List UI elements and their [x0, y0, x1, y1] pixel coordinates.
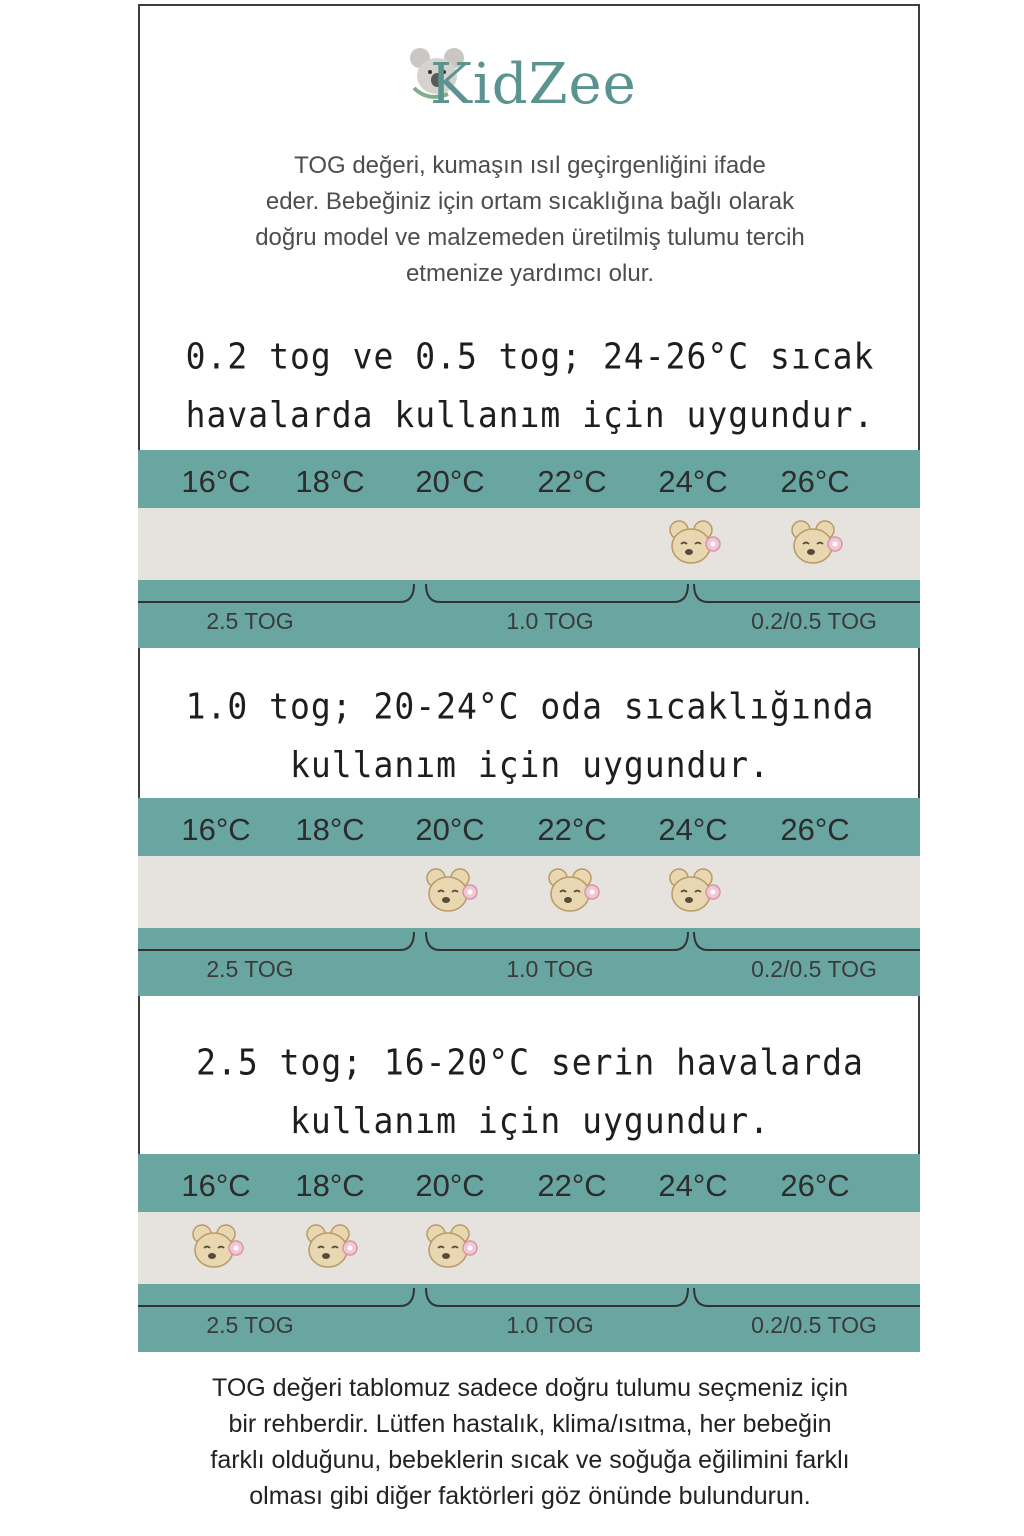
tog-range-label: 0.2/0.5 TOG: [751, 956, 877, 982]
section-heading-room: [160, 678, 900, 795]
heading-line: 1.0 tog; 20-24°C oda sıcaklığında: [185, 685, 875, 728]
intro-text: [160, 148, 900, 292]
intro-line: etmenize yardımcı olur.: [405, 260, 655, 287]
section-heading-warm: [160, 328, 900, 445]
tog-range-label: 0.2/0.5 TOG: [751, 1312, 877, 1338]
temperature-label: 26°C: [780, 1168, 850, 1203]
temperature-label: 18°C: [295, 812, 365, 847]
heading-line: 0.2 tog ve 0.5 tog; 24-26°C sıcak: [185, 335, 875, 378]
temperature-band-room: [138, 798, 920, 996]
footer-line: bir rehberdir. Lütfen hastalık, klima/ısıtma, her bebeğin: [228, 1410, 832, 1438]
bear-icon: [190, 1222, 248, 1272]
temperature-label: 20°C: [415, 812, 485, 847]
temperature-label: 26°C: [780, 812, 850, 847]
brand-logo: KidZee: [430, 52, 637, 117]
temperature-label: 20°C: [415, 1168, 485, 1203]
tog-range-scale: [138, 580, 920, 648]
intro-line: TOG değeri, kumaşın ısıl geçirgenliğini ifade: [294, 152, 766, 179]
temperature-label: 18°C: [295, 464, 365, 499]
tog-range-label: 0.2/0.5 TOG: [751, 608, 877, 634]
suitability-lane: [138, 856, 920, 928]
footer-line: TOG değeri tablomuz sadece doğru tulumu seçmeniz için: [212, 1374, 848, 1402]
temperature-scale: [138, 798, 920, 856]
bear-icon: [424, 866, 482, 916]
section-heading-cool: [160, 1034, 900, 1151]
temperature-label: 24°C: [658, 812, 728, 847]
tog-range-label: 2.5 TOG: [206, 956, 294, 982]
temperature-scale: [138, 450, 920, 508]
temperature-label: 26°C: [780, 464, 850, 499]
temperature-label: 24°C: [658, 1168, 728, 1203]
tog-range-label: 1.0 TOG: [506, 956, 594, 982]
temperature-label: 22°C: [537, 1168, 607, 1203]
tog-range-label: 2.5 TOG: [206, 608, 294, 634]
tog-range-scale: [138, 1284, 920, 1352]
footer-line: farklı olduğunu, bebeklerin sıcak ve soğuğa eğilimini farklı: [210, 1446, 850, 1474]
tog-range-scale: [138, 928, 920, 996]
bear-icon: [304, 1222, 362, 1272]
heading-line: kullanım için uygundur.: [290, 1099, 770, 1142]
bear-icon: [546, 866, 604, 916]
bear-icon: [667, 866, 725, 916]
tog-range-label: 2.5 TOG: [206, 1312, 294, 1338]
temperature-band-warm: [138, 450, 920, 648]
temperature-label: 24°C: [658, 464, 728, 499]
bear-icon: [789, 518, 847, 568]
temperature-label: 16°C: [181, 1168, 251, 1203]
temperature-label: 16°C: [181, 464, 251, 499]
temperature-band-cool: [138, 1154, 920, 1352]
heading-line: havalarda kullanım için uygundur.: [185, 393, 875, 436]
suitability-lane: [138, 1212, 920, 1284]
heading-line: kullanım için uygundur.: [290, 743, 770, 786]
bear-icon: [424, 1222, 482, 1272]
temperature-label: 18°C: [295, 1168, 365, 1203]
temperature-scale: [138, 1154, 920, 1212]
temperature-label: 22°C: [537, 464, 607, 499]
disclaimer-text: [130, 1370, 930, 1514]
footer-line: olması gibi diğer faktörleri göz önünde bulundurun.: [249, 1482, 811, 1510]
bear-icon: [667, 518, 725, 568]
temperature-label: 22°C: [537, 812, 607, 847]
temperature-label: 16°C: [181, 812, 251, 847]
intro-line: eder. Bebeğiniz için ortam sıcaklığına bağlı olarak: [265, 188, 795, 215]
temperature-label: 20°C: [415, 464, 485, 499]
intro-line: doğru model ve malzemeden üretilmiş tulumu tercih: [255, 224, 805, 251]
tog-range-label: 1.0 TOG: [506, 1312, 594, 1338]
tog-range-label: 1.0 TOG: [506, 608, 594, 634]
heading-line: 2.5 tog; 16-20°C serin havalarda: [196, 1041, 864, 1084]
